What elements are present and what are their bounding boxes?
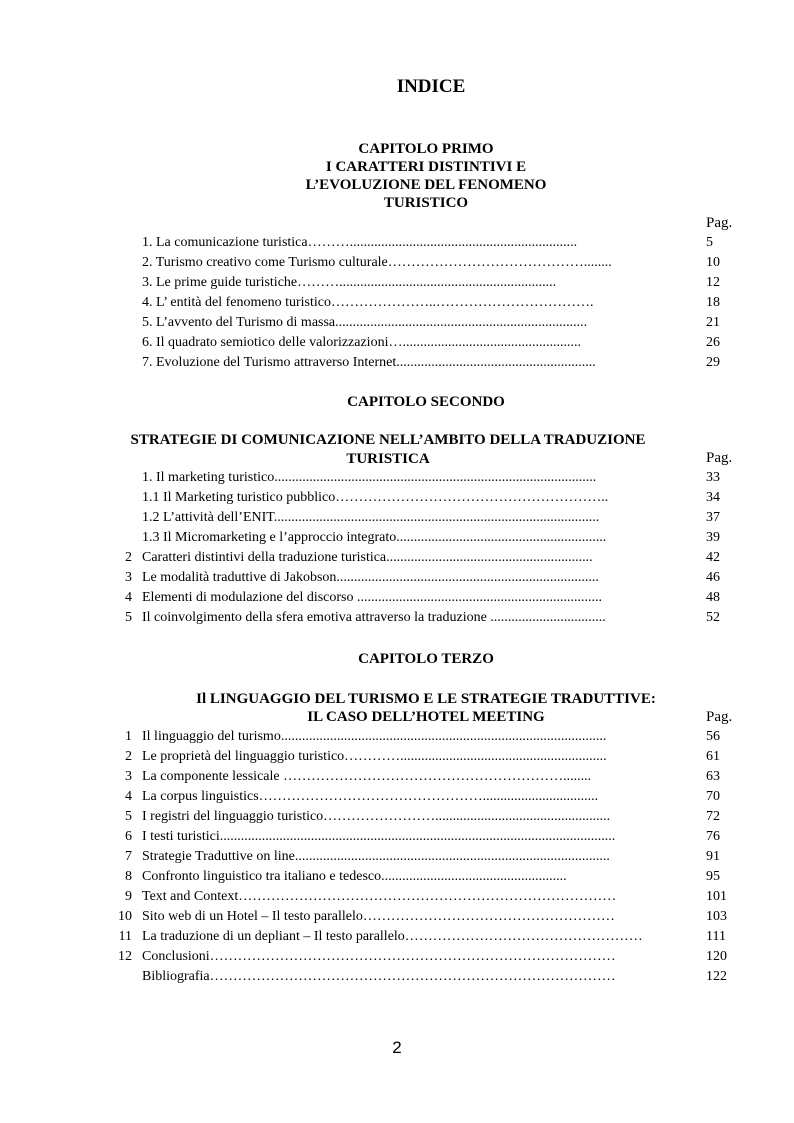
toc-entry-number: 3 — [125, 570, 132, 585]
toc-entry — [0, 787, 794, 807]
toc-entry-text: I registri del linguaggio turistico…………………….................................................. — [142, 809, 611, 824]
toc-entry-text: Il linguaggio del turismo............................................................................................. — [142, 729, 607, 744]
toc-entry-text: 2. Turismo creativo come Turismo culturale……………………………………........ — [142, 255, 612, 270]
toc-entry-page: 120 — [706, 949, 727, 964]
toc-entry-text: I testi turistici................................................................................................................. — [142, 829, 616, 844]
toc-entry-page: 63 — [706, 769, 720, 784]
toc-entry-text: 5. L’avvento del Turismo di massa........................................................................ — [142, 315, 588, 330]
toc-entry-text: Elementi di modulazione del discorso ...................................................................... — [142, 590, 603, 605]
toc-entry-page: 95 — [706, 869, 720, 884]
toc-entry — [0, 273, 794, 293]
toc-entry-page: 34 — [706, 490, 720, 505]
toc-entry-number: 6 — [125, 829, 132, 844]
chapter3-subheading-line2: IL CASO DELL’HOTEL MEETING — [307, 709, 545, 725]
toc-entry-text: 1.3 Il Micromarketing e l’approccio integrato............................................................ — [142, 530, 607, 545]
toc-entry-number: 7 — [125, 849, 132, 864]
toc-entry-text: 3. Le prime guide turistiche……….............................................................. — [142, 275, 557, 290]
toc-entry — [0, 568, 794, 588]
toc-entry-text: Le proprietà del linguaggio turistico…………........................................................... — [142, 749, 607, 764]
toc-entry-page: 72 — [706, 809, 720, 824]
toc-entry — [0, 313, 794, 333]
toc-entry-text: La componente lessicale ……………………………………………………........ — [142, 769, 592, 784]
toc-entry — [0, 508, 794, 528]
toc-entry-page: 42 — [706, 550, 720, 565]
toc-entry — [0, 468, 794, 488]
toc-entry — [0, 588, 794, 608]
toc-entry-number: 4 — [125, 789, 132, 804]
pag-label-chapter2: Pag. — [706, 450, 733, 466]
toc-entry-page: 37 — [706, 510, 720, 525]
toc-entry — [0, 807, 794, 827]
chapter1-heading-line4: TURISTICO — [383, 195, 469, 211]
toc-entry — [0, 333, 794, 353]
toc-entry-page: 111 — [706, 929, 726, 944]
toc-entry-page: 122 — [706, 969, 727, 984]
toc-entry — [0, 293, 794, 313]
pag-label-chapter1: Pag. — [706, 215, 733, 231]
toc-entry-page: 29 — [706, 355, 720, 370]
toc-entry-page: 33 — [706, 470, 720, 485]
toc-entry-text: 1.1 Il Marketing turistico pubblico………………………………………………….. — [142, 490, 609, 505]
toc-entry-page: 91 — [706, 849, 720, 864]
toc-entry-number: 2 — [125, 749, 132, 764]
toc-entry-text: 1. Il marketing turistico............................................................................................ — [142, 470, 597, 485]
toc-entry-number: 4 — [125, 590, 132, 605]
toc-entry-text: 4. L’ entità del fenomeno turistico…………………..……………………………. — [142, 295, 594, 310]
toc-entry-number: 11 — [118, 929, 132, 944]
toc-entry — [0, 867, 794, 887]
chapter3-heading: CAPITOLO TERZO — [358, 651, 494, 667]
toc-entry — [0, 253, 794, 273]
toc-entry — [0, 233, 794, 253]
toc-entry — [0, 548, 794, 568]
toc-entry — [0, 488, 794, 508]
toc-entry-number: 5 — [125, 610, 132, 625]
toc-entry-text: La traduzione di un depliant – Il testo parallelo…………………………………………… — [142, 929, 643, 944]
toc-entry-page: 101 — [706, 889, 727, 904]
toc-entry-number: 10 — [118, 909, 132, 924]
toc-entry-text: Bibliografia…………………………………………………………………………… — [142, 969, 616, 984]
toc-entry-number: 12 — [118, 949, 132, 964]
toc-entry-number: 5 — [125, 809, 132, 824]
toc-entry-text: Il coinvolgimento della sfera emotiva attraverso la traduzione ................................. — [142, 610, 606, 625]
chapter2-heading: CAPITOLO SECONDO — [347, 394, 505, 410]
toc-entry — [0, 727, 794, 747]
toc-entry-text: Caratteri distintivi della traduzione turistica........................................................... — [142, 550, 593, 565]
chapter1-heading-line2: I CARATTERI DISTINTIVI E — [325, 159, 527, 175]
toc-entry-text: 6. Il quadrato semiotico delle valorizzazioni…................................................... — [142, 335, 581, 350]
toc-entry-number: 2 — [125, 550, 132, 565]
toc-entry-number: 9 — [125, 889, 132, 904]
toc-entry-page: 46 — [706, 570, 720, 585]
toc-entry-page: 39 — [706, 530, 720, 545]
toc-entry-text: 1.2 L’attività dell’ENIT............................................................................................. — [142, 510, 600, 525]
toc-entry-page: 70 — [706, 789, 720, 804]
toc-entry-page: 10 — [706, 255, 720, 270]
toc-entry-page: 56 — [706, 729, 720, 744]
toc-entry — [0, 608, 794, 628]
toc-entry-text: Le modalità traduttive di Jakobson........................................................................... — [142, 570, 599, 585]
toc-entry-text: Confronto linguistico tra italiano e tedesco..................................................... — [142, 869, 567, 884]
chapter3-subheading-line1: Il LINGUAGGIO DEL TURISMO E LE STRATEGIE TRADUTTIVE: — [196, 691, 656, 707]
toc-entry-text: La corpus linguistics…………………………………………................................. — [142, 789, 599, 804]
toc-entry-page: 48 — [706, 590, 720, 605]
toc-entry-number: 1 — [125, 729, 132, 744]
toc-entry — [0, 967, 794, 987]
page-number: 2 — [392, 1038, 402, 1057]
toc-entry-page: 103 — [706, 909, 727, 924]
toc-entry-text: Text and Context……………………………………………………………………… — [142, 889, 617, 904]
toc-entry — [0, 927, 794, 947]
toc-entry — [0, 907, 794, 927]
toc-entry-page: 26 — [706, 335, 720, 350]
toc-entry-text: Sito web di un Hotel – Il testo parallelo……………………………………………… — [142, 909, 615, 924]
toc-entry-page: 52 — [706, 610, 720, 625]
toc-entry — [0, 353, 794, 373]
toc-entry — [0, 767, 794, 787]
toc-entry — [0, 827, 794, 847]
toc-entry-page: 18 — [706, 295, 720, 310]
toc-entry-text: 7. Evoluzione del Turismo attraverso Internet......................................................... — [142, 355, 596, 370]
pag-label-chapter3: Pag. — [706, 709, 733, 725]
index-title: INDICE — [396, 76, 466, 97]
toc-entry-number: 8 — [125, 869, 132, 884]
chapter2-subheading-line1: STRATEGIE DI COMUNICAZIONE NELL’AMBITO DELLA TRADUZIONE — [130, 432, 646, 448]
toc-entry — [0, 747, 794, 767]
toc-entry — [0, 847, 794, 867]
toc-entry-text: Strategie Traduttive on line.......................................................................................... — [142, 849, 610, 864]
toc-entry-page: 61 — [706, 749, 720, 764]
toc-entry-number: 3 — [125, 769, 132, 784]
toc-entry — [0, 887, 794, 907]
toc-entry-page: 76 — [706, 829, 720, 844]
toc-entry-page: 5 — [706, 235, 713, 250]
toc-entry-page: 12 — [706, 275, 720, 290]
chapter1-heading-line1: CAPITOLO PRIMO — [358, 141, 494, 157]
toc-entry — [0, 528, 794, 548]
toc-entry-text: Conclusioni…………………………………………………………………………… — [142, 949, 616, 964]
toc-entry — [0, 947, 794, 967]
toc-entry-page: 21 — [706, 315, 720, 330]
toc-entry-text: 1. La comunicazione turistica………................................................................. — [142, 235, 578, 250]
chapter1-heading-line3: L’EVOLUZIONE DEL FENOMENO — [305, 177, 547, 193]
chapter2-subheading-line2: TURISTICA — [346, 451, 430, 467]
